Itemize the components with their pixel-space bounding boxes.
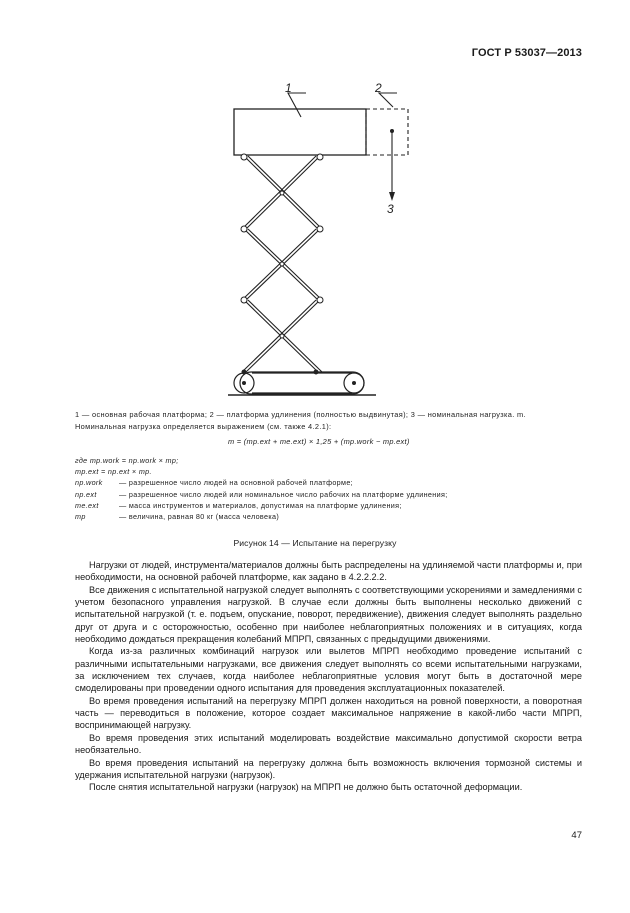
callout-3: 3: [387, 202, 394, 216]
definition-row: [75, 511, 575, 522]
load-arrow: [389, 192, 395, 201]
overload-formula: m = (mp.ext + me.ext) × 1,25 + (mp.work − mp.ext): [228, 437, 410, 446]
definition-row: [75, 455, 575, 466]
body-text: [75, 559, 582, 794]
callout-2: 2: [375, 81, 382, 95]
definition-term: np.work: [75, 478, 103, 488]
figure-caption: Рисунок 14 — Испытание на перегрузку: [233, 538, 397, 548]
definition-desc: — величина, равная 80 кг (масса человека): [119, 512, 280, 522]
page-number: 47: [571, 830, 582, 841]
document-header: ГОСТ Р 53037—2013: [471, 47, 582, 59]
definition-desc: — разрешенное число людей или номинальное число рабочих на платформе удлинения;: [119, 489, 448, 499]
paragraph: После снятия испытательной нагрузки (нагрузок) на МПРП не должно быть остаточной деформации.: [89, 782, 523, 793]
definition-row: [75, 477, 575, 488]
extension-platform: [366, 109, 408, 155]
definition-row: [75, 500, 575, 511]
paragraph: Нагрузки от людей, инструмента/материалов должны быть распределены на удлиняемой части платформы и, при необходимости, на основной рабочей платформе, как задано в 4.2.2.2.2.: [75, 560, 582, 583]
definition-term: mp: [75, 512, 86, 522]
definition-row: [75, 466, 575, 477]
paragraph: Во время проведения испытаний на перегрузку МПРП должен находиться на ровной поверхности, а поворотная часть — переводиться в положение, которое создает максимальное напряжение в какой-либо части МПРП, воспринимающей нагрузку.: [75, 695, 582, 731]
callout-1: 1: [285, 81, 292, 95]
definition-term: np.ext: [75, 489, 97, 499]
definition-desc: — разрешенное число людей на основной рабочей платформе;: [119, 478, 354, 488]
paragraph: Когда из-за различных комбинаций нагрузок или вылетов МПРП необходимо проведение испытаний с различными испытательными нагрузками, все движения следует выполнять со всеми испытательными нагрузками, за исключением тех случаев, когда наиболее неблагоприятные условия могут быть в достаточной мере смоделированы при проведении одного испытания для проведения эксплуатационных показателей.: [75, 646, 582, 694]
paragraph: Все движения с испытательной нагрузкой следует выполнять с соответствующими ускорениями и замедлениями с учетом безопасного управления нагрузкой. В случае если должны быть выполнены несколько движений с испытательной нагрузкой (т. е. подъем, опускание, поворот, передвижение), движения следует выполнять раздельно друг от друга и с осторожностью, особенно при наиболее неблагоприятных положениях и в ситуациях, когда необходимо дождаться прекращения колебаний МПРП, связанных с предыдущими движениями.: [75, 584, 582, 645]
definition-term: где mp.work = np.work × mp;: [75, 456, 179, 465]
paragraph: Во время проведения испытаний на перегрузку должна быть возможность включения тормозной системы и удержания испытательной нагрузки (нагрузок).: [75, 757, 582, 780]
formula-definitions: [75, 455, 575, 522]
definition-row: [75, 489, 575, 500]
definition-desc: — масса инструментов и материалов, допустимая на платформе удлинения;: [119, 500, 402, 510]
scissor-lift-diagram: [0, 0, 630, 410]
definition-term: me.ext: [75, 500, 99, 510]
figure-legend: 1 — основная рабочая платформа; 2 — платформа удлинения (полностью выдвинутая); 3 — номинальная нагрузка. m. Номинальная нагрузка определяется выражением (см. также 4.2.1):: [75, 410, 526, 431]
paragraph: Во время проведения этих испытаний моделировать воздействие максимально допустимой скорости ветра необязательно.: [75, 732, 582, 756]
definition-term: mp.ext = np.ext × mp.: [75, 467, 152, 477]
